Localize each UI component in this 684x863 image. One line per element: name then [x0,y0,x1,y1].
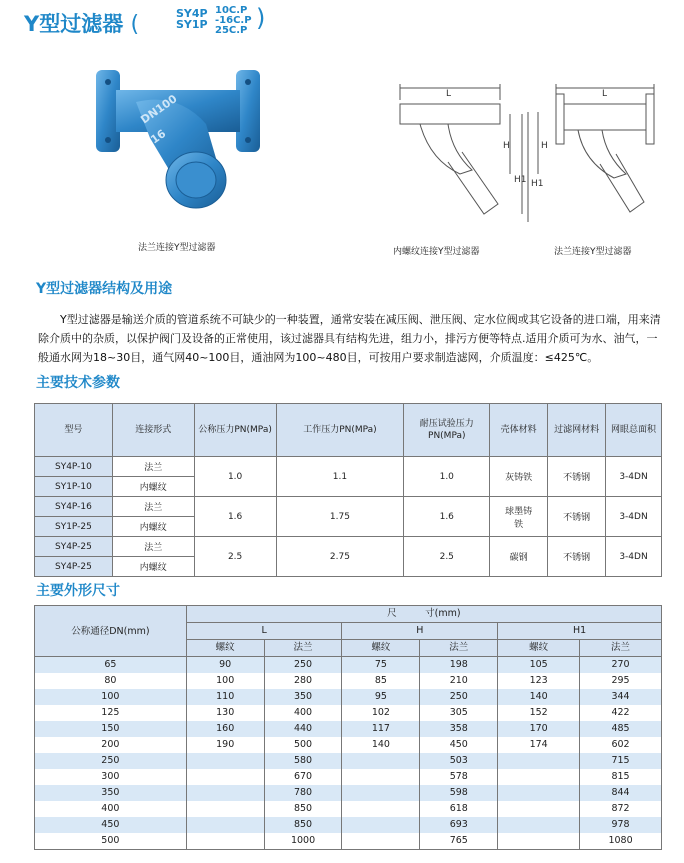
table-row [35,817,662,833]
dim-cell: 270 [580,657,662,674]
dim-cell [342,769,420,785]
dn-cell: 125 [35,705,187,721]
dim-label-l: L [446,89,452,99]
table-row [35,497,662,517]
dim-cell: 358 [420,721,498,737]
flange-valve-photo [88,62,268,222]
dim-cell: 95 [342,689,420,705]
model-list [176,8,208,30]
dim-cell: 872 [580,801,662,817]
table-row [35,657,662,674]
model-cell: SY4P-10 [35,457,113,477]
pressure-class: 25C.P [215,25,248,36]
dim-cell: 850 [264,801,342,817]
sub-header: 法兰 [264,640,342,657]
test-cell: 2.5 [404,537,490,577]
dim-cell: 105 [498,657,580,674]
body-casting-text: DN100 [138,92,180,127]
dim-cell: 602 [580,737,662,753]
model-code: SY4P [176,7,208,20]
dim-cell [498,769,580,785]
dim-cell: 123 [498,673,580,689]
table-row [35,737,662,753]
shell-cell: 碳钢 [490,537,548,577]
dim-cell: 450 [420,737,498,753]
col-header: 过滤网材料 [548,404,606,457]
work-cell: 1.75 [276,497,404,537]
col-header: 耐压试验压力PN(MPa) [404,404,490,457]
pressure-class: 10C.P [215,5,248,16]
dn-cell: 500 [35,833,187,850]
dim-cell: 305 [420,705,498,721]
dim-cell [342,753,420,769]
dim-cell: 580 [264,753,342,769]
table-row [35,769,662,785]
mesh-cell: 不锈钢 [548,457,606,497]
table-row [35,833,662,850]
conn-cell: 法兰 [112,497,194,517]
dim-cell: 117 [342,721,420,737]
dim-cell: 598 [420,785,498,801]
dim-cell: 765 [420,833,498,850]
dim-cell [342,833,420,850]
params-table [34,403,662,577]
conn-cell: 内螺纹 [112,517,194,537]
thread-drawing-caption: 内螺纹连接Y型过滤器 [393,247,480,257]
dim-cell [498,817,580,833]
dim-cell: 503 [420,753,498,769]
dim-cell: 400 [264,705,342,721]
dim-cell [498,753,580,769]
group-header-h: H [342,623,498,640]
table-row [35,785,662,801]
dim-cell: 190 [186,737,264,753]
dim-cell [186,753,264,769]
dim-cell: 210 [420,673,498,689]
dim-cell: 693 [420,817,498,833]
mesh-cell: 不锈钢 [548,537,606,577]
dn-cell: 65 [35,657,187,674]
table-row [35,537,662,557]
model-cell: SY1P-10 [35,477,113,497]
dim-cell: 618 [420,801,498,817]
dn-cell: 200 [35,737,187,753]
area-cell: 3-4DN [606,457,662,497]
dim-cell: 295 [580,673,662,689]
dim-cell: 485 [580,721,662,737]
dim-cell [498,785,580,801]
dim-cell [498,801,580,817]
pressure-class: -16C.P [215,15,252,26]
dim-cell [342,785,420,801]
section-title-params: 主要技术参数 [36,375,120,391]
section-title-dims: 主要外形尺寸 [36,583,120,599]
dim-cell: 90 [186,657,264,674]
thread-valve-drawing [390,82,540,232]
conn-cell: 法兰 [112,457,194,477]
dim-cell [186,785,264,801]
pn-cell: 1.6 [194,497,276,537]
size-header: 尺 寸(mm) [186,606,661,623]
dim-cell: 422 [580,705,662,721]
params-header-row [35,404,662,457]
dim-cell: 100 [186,673,264,689]
dim-cell: 978 [580,817,662,833]
shell-cell: 灰铸铁 [490,457,548,497]
structure-paragraph: Y型过滤器是输送介质的管道系统不可缺少的一种装置，通常安装在减压阀、泄压阀、定水位阀或其它设备的进口端，用来清除介质中的杂质，以保护阀门及设备的正常使用，该过滤器具有结构先进，组力小，排污方便等特点.适用介质可为水、油气，一般通水网为18~30目，通气网40~100目，通油网为100~480目，可按用户要求制造滤网，介质温度：≤425℃。 [38,313,661,364]
dim-cell: 850 [264,817,342,833]
dim-cell: 140 [498,689,580,705]
dim-cell [186,801,264,817]
dn-cell: 350 [35,785,187,801]
area-cell: 3-4DN [606,537,662,577]
page-title: Y型过滤器 ( [24,12,140,37]
dn-cell: 150 [35,721,187,737]
sub-header: 法兰 [420,640,498,657]
pressure-list [215,6,252,36]
model-cell: SY4P-16 [35,497,113,517]
dn-cell: 80 [35,673,187,689]
model-cell: SY4P-25 [35,557,113,577]
dims-table [34,605,662,850]
dn-cell: 400 [35,801,187,817]
dim-cell: 198 [420,657,498,674]
table-row [35,721,662,737]
table-row [35,801,662,817]
table-row [35,673,662,689]
group-header-l: L [186,623,342,640]
sub-header: 螺纹 [498,640,580,657]
dim-label-h1: H1 [531,179,544,189]
dim-cell [342,817,420,833]
dim-cell: 85 [342,673,420,689]
dim-cell: 578 [420,769,498,785]
dim-cell: 140 [342,737,420,753]
body-casting-text: 16 [148,127,169,147]
dim-cell: 780 [264,785,342,801]
dim-cell: 844 [580,785,662,801]
dim-cell: 160 [186,721,264,737]
col-header: 型号 [35,404,113,457]
table-row [35,753,662,769]
area-cell: 3-4DN [606,497,662,537]
close-paren: ) [256,4,266,32]
dim-cell: 1080 [580,833,662,850]
dim-cell: 110 [186,689,264,705]
shell-cell: 球墨铸铁 [490,497,548,537]
dim-cell: 815 [580,769,662,785]
dim-label-h1: H1 [514,175,527,185]
dim-cell [342,801,420,817]
dim-label-h: H [541,141,548,151]
conn-cell: 法兰 [112,537,194,557]
col-header: 连接形式 [112,404,194,457]
col-header: 工作压力PN(MPa) [276,404,404,457]
dn-cell: 300 [35,769,187,785]
col-header: 公称压力PN(MPa) [194,404,276,457]
dim-cell: 670 [264,769,342,785]
dim-cell: 75 [342,657,420,674]
dn-header: 公称通径DN(mm) [35,606,187,657]
table-row [35,689,662,705]
dim-cell: 350 [264,689,342,705]
dim-cell: 170 [498,721,580,737]
group-header-h1: H1 [498,623,662,640]
section-title-structure: Y型过滤器结构及用途 [36,281,173,297]
dim-cell: 440 [264,721,342,737]
pn-cell: 2.5 [194,537,276,577]
sub-header: 螺纹 [186,640,264,657]
work-cell: 2.75 [276,537,404,577]
dim-cell: 174 [498,737,580,753]
model-code: SY1P [176,18,208,31]
dim-cell: 500 [264,737,342,753]
test-cell: 1.0 [404,457,490,497]
model-cell: SY1P-25 [35,517,113,537]
dim-cell [498,833,580,850]
col-header: 网眼总面积 [606,404,662,457]
dim-cell [186,817,264,833]
dim-cell: 344 [580,689,662,705]
table-row [35,705,662,721]
dim-label-h: H [503,141,510,151]
dim-cell: 152 [498,705,580,721]
dn-cell: 100 [35,689,187,705]
conn-cell: 内螺纹 [112,557,194,577]
pn-cell: 1.0 [194,457,276,497]
work-cell: 1.1 [276,457,404,497]
dim-cell: 250 [264,657,342,674]
dim-cell: 1000 [264,833,342,850]
test-cell: 1.6 [404,497,490,537]
dim-cell: 250 [420,689,498,705]
dim-cell [186,769,264,785]
flange-valve-drawing [522,82,672,237]
dim-cell: 715 [580,753,662,769]
dn-cell: 250 [35,753,187,769]
open-paren: ( [130,12,140,37]
dim-cell [186,833,264,850]
flange-photo-caption: 法兰连接Y型过滤器 [138,243,216,253]
dim-cell: 102 [342,705,420,721]
conn-cell: 内螺纹 [112,477,194,497]
dims-header-row [35,606,662,623]
table-row [35,457,662,477]
dim-cell: 130 [186,705,264,721]
flange-drawing-caption: 法兰连接Y型过滤器 [554,247,632,257]
dim-label-l: L [602,89,608,99]
dim-cell: 280 [264,673,342,689]
col-header: 壳体材料 [490,404,548,457]
sub-header: 螺纹 [342,640,420,657]
dn-cell: 450 [35,817,187,833]
model-cell: SY4P-25 [35,537,113,557]
sub-header: 法兰 [580,640,662,657]
mesh-cell: 不锈钢 [548,497,606,537]
